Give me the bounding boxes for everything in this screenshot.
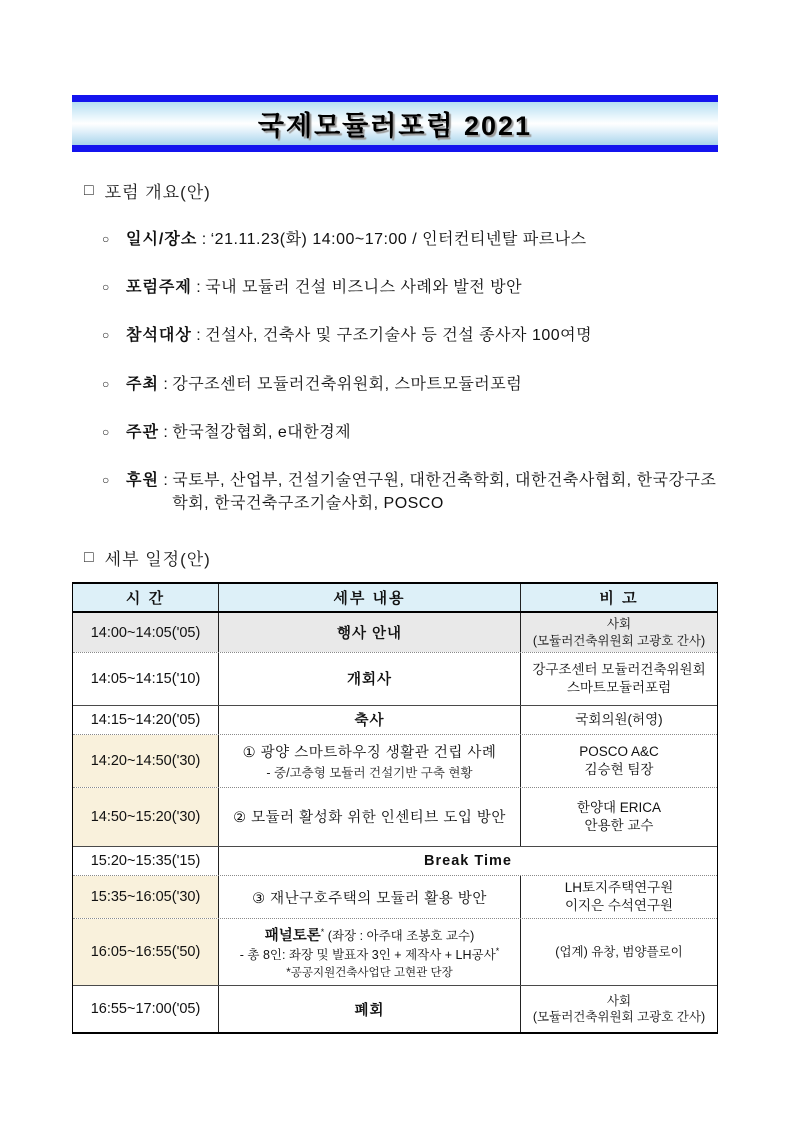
section-title-overview-label: 포럼 개요(안) [104, 183, 211, 202]
time-cell: 15:20~15:35('15) [90, 852, 201, 869]
note-line: (업계) 유창, 범양플로이 [555, 945, 683, 960]
panel-detail-line [240, 945, 499, 963]
note-cell [521, 788, 717, 846]
overview-item-host [72, 373, 718, 396]
table-row [73, 985, 717, 1032]
note-cell [521, 986, 717, 1032]
time-cell: 14:00~14:05('05) [90, 624, 201, 641]
note-cell [521, 735, 717, 787]
title-banner [72, 95, 718, 152]
overview-item-sponsor [72, 469, 718, 515]
table-row [73, 613, 717, 652]
overview-item-datetime [72, 228, 718, 251]
content-cell: 개회사 [346, 672, 393, 689]
note-cell [521, 613, 717, 652]
item-text: 국내 모듈러 건설 비즈니스 사례와 발전 방안 [205, 279, 523, 297]
table-row [73, 846, 717, 875]
item-label: 후원 [126, 471, 159, 489]
asterisk-mark: * [320, 927, 325, 938]
note-line: (모듈러건축위원회 고광호 간사) [532, 1010, 706, 1025]
item-text: 건설사, 건축사 및 구조기술사 등 건설 종사자 100여명 [205, 327, 593, 345]
square-bullet-icon: □ [84, 181, 95, 199]
content-cell: ③ 재난구호주택의 모듈러 활용 방안 [252, 890, 487, 907]
panel-footnote: *공공지원건축사업단 고현관 단장 [286, 967, 453, 980]
header-note: 비 고 [599, 590, 639, 608]
time-cell: 16:05~16:55('50) [90, 944, 201, 961]
item-label: 일시/장소 [126, 231, 198, 248]
item-text: 한국철강협회, e대한경제 [172, 423, 352, 441]
item-separator: : [197, 231, 211, 248]
time-cell: 14:05~14:15('10) [90, 670, 201, 687]
square-bullet-icon: □ [84, 548, 95, 566]
table-header-row [73, 584, 717, 613]
note-cell [521, 653, 717, 705]
note-line: 사회 [606, 617, 632, 632]
asterisk-mark: * [495, 946, 500, 957]
time-cell: 14:50~15:20('30) [90, 808, 201, 825]
content-line: ① 광양 스마트하우징 생활관 건립 사례 [242, 744, 497, 761]
table-row [73, 705, 717, 734]
item-separator: : [158, 423, 173, 441]
circle-bullet-icon: ○ [102, 472, 110, 487]
circle-bullet-icon: ○ [102, 232, 110, 246]
header-time: 시 간 [125, 590, 166, 608]
table-row [73, 652, 717, 705]
table-row [73, 787, 717, 846]
item-label: 주관 [126, 423, 159, 441]
break-cell: Break Time [424, 852, 512, 869]
circle-bullet-icon: ○ [102, 328, 110, 343]
panel-title-line [265, 924, 474, 945]
panel-title: 패널토론 [264, 928, 321, 945]
time-cell: 15:35~16:05('30) [90, 889, 201, 906]
section-title-overview [72, 178, 718, 203]
item-separator: : [158, 471, 173, 489]
section-title-schedule-label: 세부 일정(안) [104, 550, 211, 570]
note-line: 안용한 교수 [584, 817, 654, 833]
note-line: 이지은 수석연구원 [564, 898, 674, 914]
note-line: 한양대 ERICA [576, 799, 662, 815]
panel-detail: - 총 8인: 좌장 및 발표자 3인 + 제작사 + LH공사 [239, 948, 496, 963]
item-separator: : [158, 375, 173, 393]
circle-bullet-icon: ○ [102, 424, 110, 439]
item-label: 주최 [126, 375, 159, 393]
table-row [73, 875, 717, 918]
content-cell [218, 919, 521, 985]
circle-bullet-icon: ○ [102, 376, 110, 391]
item-text: 강구조센터 모듈러건축위원회, 스마트모듈러포럼 [172, 375, 523, 393]
item-separator: : [191, 327, 206, 345]
note-cell [521, 876, 717, 918]
content-cell: ② 모듈러 활성화 위한 인센티브 도입 방안 [233, 810, 506, 827]
section-title-schedule [72, 545, 718, 570]
note-cell [521, 919, 717, 985]
note-line: 사회 [606, 994, 632, 1008]
overview-item-topic [72, 276, 718, 299]
panel-chair: (좌장 : 아주대 조봉호 교수) [324, 929, 475, 944]
note-line: 스마트모듈러포럼 [566, 679, 672, 695]
time-cell: 14:15~14:20('05) [90, 711, 201, 728]
document-title: 국제모듈러포럼 2021 [257, 111, 533, 141]
note-line: 강구조센터 모듈러건축위원회 [532, 661, 706, 677]
content-cell: 폐회 [354, 1002, 385, 1019]
item-label: 참석대상 [126, 327, 192, 345]
schedule-table [72, 582, 718, 1034]
note-line: (모듈러건축위원회 고광호 간사) [532, 633, 706, 648]
time-cell: 16:55~17:00('05) [90, 1001, 201, 1018]
content-cell [218, 735, 521, 787]
table-row [73, 734, 717, 787]
content-subline: - 중/고층형 모듈러 건설기반 구축 현황 [266, 765, 473, 780]
table-row [73, 918, 717, 985]
item-text: 국토부, 산업부, 건설기술연구원, 대한건축학회, 대한건축사협회, 한국강구조학회, 한국건축구조기술사회, POSCO [172, 471, 717, 513]
note-line: 국회의원(허영) [575, 711, 663, 727]
item-label: 포럼주제 [126, 279, 192, 297]
circle-bullet-icon: ○ [102, 280, 110, 295]
overview-item-attendees [72, 324, 718, 347]
time-cell: 14:20~14:50('30) [90, 752, 201, 769]
content-cell: 행사 안내 [336, 626, 403, 643]
content-cell: 축사 [354, 713, 385, 730]
note-line: LH토지주택연구원 [564, 879, 674, 895]
note-line: 김승현 팀장 [584, 761, 654, 777]
item-separator: : [191, 279, 206, 297]
note-cell [521, 706, 717, 734]
overview-item-organizer [72, 421, 718, 444]
note-line: POSCO A&C [579, 743, 659, 759]
item-text: ‘21.11.23(화) 14:00~17:00 / 인터컨티넨탈 파르나스 [210, 231, 587, 248]
header-content: 세부 내용 [218, 584, 521, 611]
